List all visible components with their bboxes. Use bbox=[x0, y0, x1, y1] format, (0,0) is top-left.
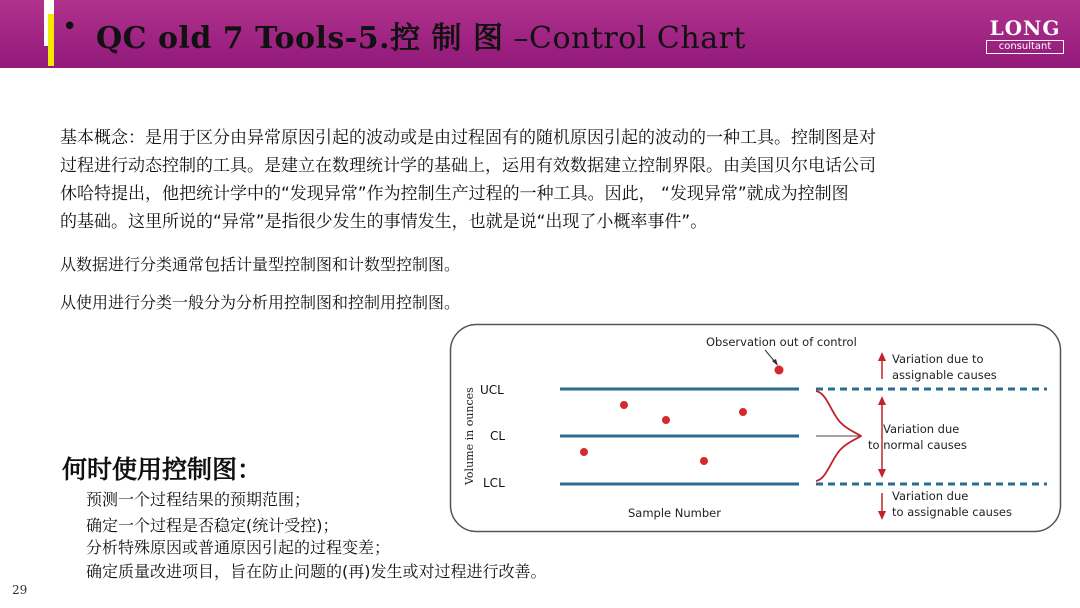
y-axis-label: Volume in ounces bbox=[463, 387, 476, 485]
intro-line: 过程进行动态控制的工具。是建立在数理统计学的基础上，运用有效数据建立控制界限。由美国贝尔电话公司 bbox=[60, 156, 876, 176]
assignable-top-line-1: Variation due to bbox=[892, 352, 984, 366]
data-point-out-of-control bbox=[775, 366, 784, 375]
normal-line-1: Variation due bbox=[883, 422, 960, 436]
out-of-control-label: Observation out of control bbox=[706, 335, 857, 349]
classification-by-data: 从数据进行分类通常包括计量型控制图和计数型控制图。 bbox=[60, 255, 461, 274]
x-axis-label: Sample Number bbox=[628, 506, 721, 520]
intro-line: 休哈特提出，他把统计学中的“发现异常”作为控制生产过程的一种工具。因此， “发现异常”就成为控制图 bbox=[60, 184, 849, 204]
when-to-use-title: 何时使用控制图： bbox=[62, 455, 263, 484]
cl-label: CL bbox=[490, 429, 506, 443]
logo-sub-text: consultant bbox=[986, 40, 1064, 54]
page-title bbox=[96, 13, 746, 57]
title-part-3: –Control Chart bbox=[503, 21, 746, 56]
title-part-2: 控 制 图 bbox=[390, 21, 504, 56]
data-point bbox=[620, 401, 628, 409]
data-point bbox=[700, 457, 708, 465]
accent-bar-yellow bbox=[48, 14, 54, 66]
company-logo bbox=[986, 18, 1064, 56]
data-point bbox=[739, 408, 747, 416]
logo-main-text: LONG bbox=[989, 16, 1061, 40]
classification-by-use: 从使用进行分类一般分为分析用控制图和控制用控制图。 bbox=[60, 293, 461, 312]
title-part-1: QC old 7 Tools-5. bbox=[96, 21, 391, 56]
ucl-label: UCL bbox=[480, 383, 504, 397]
control-chart-diagram bbox=[449, 323, 1063, 535]
intro-paragraph bbox=[60, 124, 1050, 236]
lcl-label: LCL bbox=[483, 476, 505, 490]
page-number: 29 bbox=[12, 583, 28, 597]
title-bullet: • bbox=[62, 12, 78, 42]
when-to-use-item: 确定质量改进项目，旨在防止问题的(再)发生或对过程进行改善。 bbox=[86, 562, 547, 581]
when-to-use-item: 确定一个过程是否稳定(统计受控)； bbox=[86, 516, 339, 535]
assignable-bottom-line-1: Variation due bbox=[892, 489, 969, 503]
when-to-use-item: 分析特殊原因或普通原因引起的过程变差； bbox=[86, 538, 391, 557]
data-point bbox=[580, 448, 588, 456]
normal-line-2: to normal causes bbox=[868, 438, 967, 452]
data-point bbox=[662, 416, 670, 424]
assignable-top-line-2: assignable causes bbox=[892, 368, 997, 382]
when-to-use-item: 预测一个过程结果的预期范围； bbox=[86, 490, 311, 509]
intro-line: 基本概念：是用于区分由异常原因引起的波动或是由过程固有的随机原因引起的波动的一种工具。控制图是对 bbox=[60, 128, 876, 148]
intro-line: 的基础。这里所说的“异常”是指很少发生的事情发生，也就是说“出现了小概率事件”。 bbox=[60, 212, 708, 232]
assignable-bottom-line-2: to assignable causes bbox=[892, 505, 1013, 519]
